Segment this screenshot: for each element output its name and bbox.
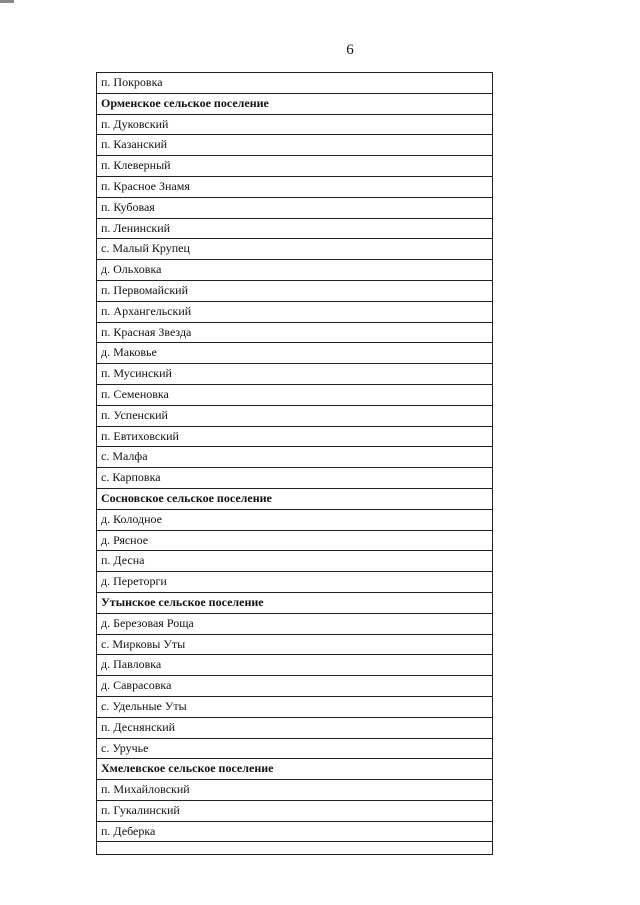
table-row — [97, 260, 493, 281]
settlement-cell: д. Маковье — [97, 343, 493, 364]
table-row — [97, 447, 493, 468]
settlement-cell: п. Успенский — [97, 405, 493, 426]
table-row — [97, 468, 493, 489]
settlement-cell: п. Покровка — [97, 73, 493, 94]
table-row — [97, 655, 493, 676]
table-row — [97, 572, 493, 593]
settlement-cell: п. Деснянский — [97, 717, 493, 738]
settlement-cell: с. Мирковы Уты — [97, 634, 493, 655]
settlement-cell: п. Кубовая — [97, 197, 493, 218]
table-row — [97, 821, 493, 842]
table-row — [97, 613, 493, 634]
settlement-cell: с. Малфа — [97, 447, 493, 468]
table-row — [97, 634, 493, 655]
group-header-cell: Сосновское сельское поселение — [97, 488, 493, 509]
table-row — [97, 696, 493, 717]
settlement-table-body — [97, 73, 493, 855]
table-row — [97, 364, 493, 385]
table-row — [97, 197, 493, 218]
group-header-cell: Утынское сельское поселение — [97, 592, 493, 613]
table-row — [97, 426, 493, 447]
table-row — [97, 218, 493, 239]
group-header-cell: Орменское сельское поселение — [97, 93, 493, 114]
page-number: 6 — [346, 42, 354, 58]
group-header-row — [97, 93, 493, 114]
table-row — [97, 405, 493, 426]
settlement-cell: д. Березовая Роща — [97, 613, 493, 634]
settlement-cell: п. Дуковский — [97, 114, 493, 135]
table-row — [97, 156, 493, 177]
settlement-cell: п. Десна — [97, 551, 493, 572]
settlement-cell: п. Семеновка — [97, 384, 493, 405]
scan-corner-mark — [0, 0, 14, 3]
table-row — [97, 509, 493, 530]
settlement-cell: п. Евтиховский — [97, 426, 493, 447]
settlement-cell: п. Красное Знамя — [97, 176, 493, 197]
settlement-cell: с. Уручье — [97, 738, 493, 759]
settlement-cell: д. Саврасовка — [97, 676, 493, 697]
table-row — [97, 114, 493, 135]
group-header-row — [97, 592, 493, 613]
settlement-cell: п. Михайловский — [97, 780, 493, 801]
settlement-cell: д. Ольховка — [97, 260, 493, 281]
table-row — [97, 301, 493, 322]
settlement-cell: д. Рясное — [97, 530, 493, 551]
settlement-cell: п. Архангельский — [97, 301, 493, 322]
table-row — [97, 842, 493, 855]
group-header-row — [97, 488, 493, 509]
settlement-cell: д. Переторги — [97, 572, 493, 593]
settlement-cell: п. Первомайский — [97, 280, 493, 301]
table-row — [97, 738, 493, 759]
table-row — [97, 280, 493, 301]
settlement-cell: с. Малый Крупец — [97, 239, 493, 260]
table-row — [97, 384, 493, 405]
table-row — [97, 343, 493, 364]
group-header-cell: Хмелевское сельское поселение — [97, 759, 493, 780]
group-header-row — [97, 759, 493, 780]
settlement-cell — [97, 842, 493, 855]
table-row — [97, 676, 493, 697]
table-row — [97, 780, 493, 801]
settlement-cell: п. Красная Звезда — [97, 322, 493, 343]
settlement-cell: п. Гукалинский — [97, 800, 493, 821]
settlement-cell: п. Мусинский — [97, 364, 493, 385]
table-row — [97, 717, 493, 738]
settlement-cell: с. Карповка — [97, 468, 493, 489]
settlement-cell: с. Удельные Уты — [97, 696, 493, 717]
settlement-cell: п. Ленинский — [97, 218, 493, 239]
settlement-cell: п. Деберка — [97, 821, 493, 842]
settlement-cell: п. Клеверный — [97, 156, 493, 177]
table-row — [97, 530, 493, 551]
settlement-cell: д. Колодное — [97, 509, 493, 530]
table-row — [97, 135, 493, 156]
settlement-cell: п. Казанский — [97, 135, 493, 156]
table-row — [97, 551, 493, 572]
table-row — [97, 322, 493, 343]
table-row — [97, 800, 493, 821]
settlement-cell: д. Павловка — [97, 655, 493, 676]
table-row — [97, 239, 493, 260]
table-row — [97, 176, 493, 197]
table-row — [97, 73, 493, 94]
settlement-table — [96, 72, 493, 855]
